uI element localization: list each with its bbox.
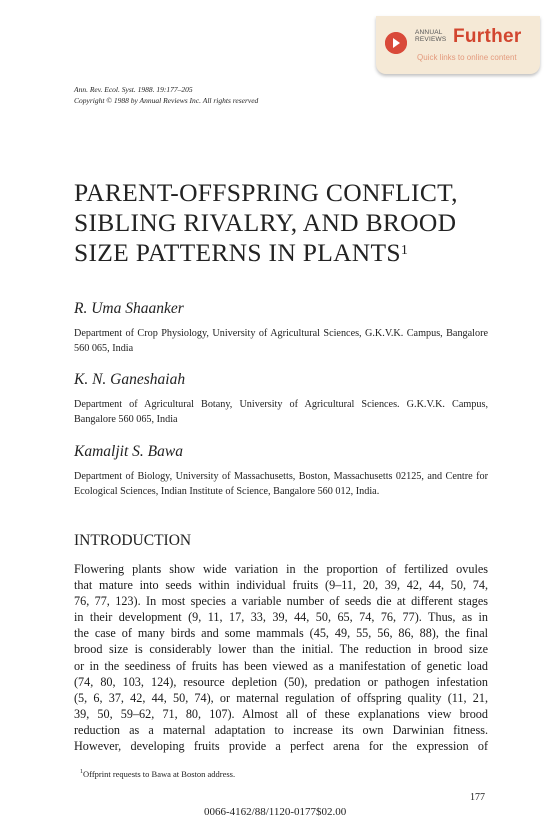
body-line: 39, 50, 59–62, 71, 80, 107). Almost all of these explanations view brood <box>74 706 488 721</box>
body-line: that mature into seeds within individual fruits (9–11, 20, 39, 42, 44, 50, 74, <box>74 578 488 593</box>
author-affiliation: Department of Crop Physiology, University of Agricultural Sciences, G.K.V.K. Campus, Bangalore 560 065, India <box>74 328 488 354</box>
title-line-3 <box>74 238 504 268</box>
body-line: brood size is considerably lower than the initial. The reduction in brood size <box>74 642 488 657</box>
footnote-text: Offprint requests to Bawa at Boston address. <box>83 769 236 779</box>
brand-line-2: REVIEWS <box>415 36 447 43</box>
body-line: 76, 77, 123). In most species a variable number of seeds die at different stages <box>74 594 488 609</box>
body-line: However, developing fruits provide a perfect arena for the expression of <box>74 739 488 754</box>
annual-reviews-wordmark <box>415 29 446 43</box>
footnote <box>80 769 235 779</box>
title-line-3-text: SIZE PATTERNS IN PLANTS <box>74 238 401 267</box>
section-heading: INTRODUCTION <box>74 532 192 549</box>
citation-line-1: Ann. Rev. Ecol. Syst. 1988. 19:177–205 <box>74 85 193 94</box>
article-title <box>74 178 504 268</box>
journal-citation <box>74 84 258 106</box>
annual-reviews-logo-icon <box>385 32 407 54</box>
brand-line-1: ANNUAL <box>415 29 443 36</box>
body-line: (74, 80, 103, 124), resource depletion (50), predation or pathogen infestation <box>74 674 488 689</box>
author-name: K. N. Ganeshaiah <box>74 371 186 388</box>
body-line: reduction as a maternal adaptation to increase its own Darwinian fitness. <box>74 722 488 737</box>
footnote-mark: 1 <box>80 769 83 776</box>
body-line: or in the seediness of fruits has been viewed as a manifestation of genetic load <box>74 658 488 673</box>
further-banner[interactable] <box>376 16 540 74</box>
author-affiliation: Department of Agricultural Botany, University of Agricultural Sciences. G.K.V.K. Campus, Bangalore 560 065, India <box>74 399 488 425</box>
author-name: Kamaljit S. Bawa <box>74 443 183 460</box>
article-code: 0066-4162/88/1120-0177$02.00 <box>204 806 347 818</box>
title-line-2: SIBLING RIVALRY, AND BROOD <box>74 208 457 237</box>
author-affiliation: Department of Biology, University of Massachusetts, Boston, Massachusetts 02125, and Centre for Ecological Sciences, Indian Institute of Science, Bangalore 560 012, India. <box>74 471 488 497</box>
introduction-paragraph <box>74 561 488 754</box>
author-name: R. Uma Shaanker <box>74 300 184 317</box>
body-line: Flowering plants show wide variation in the proportion of fertilized ovules <box>74 562 488 576</box>
citation-line-2: Copyright © 1988 by Annual Reviews Inc. All rights reserved <box>74 96 259 105</box>
title-line-1: PARENT-OFFSPRING CONFLICT, <box>74 178 458 207</box>
body-line: the case of many birds and some mammals (45, 49, 55, 56, 86, 88), the final <box>74 626 488 641</box>
title-footnote-mark: 1 <box>400 243 409 258</box>
body-line: in their development (9, 11, 17, 33, 39, 44, 50, 65, 74, 76, 77). Thus, as in <box>74 610 488 625</box>
quick-links-text: Quick links to online content <box>417 53 517 62</box>
further-label: Further <box>453 26 522 47</box>
page-number: 177 <box>470 792 485 803</box>
body-line: (5, 6, 37, 42, 44, 50, 74), or maternal regulation of offspring quality (11, 21, <box>74 690 488 705</box>
